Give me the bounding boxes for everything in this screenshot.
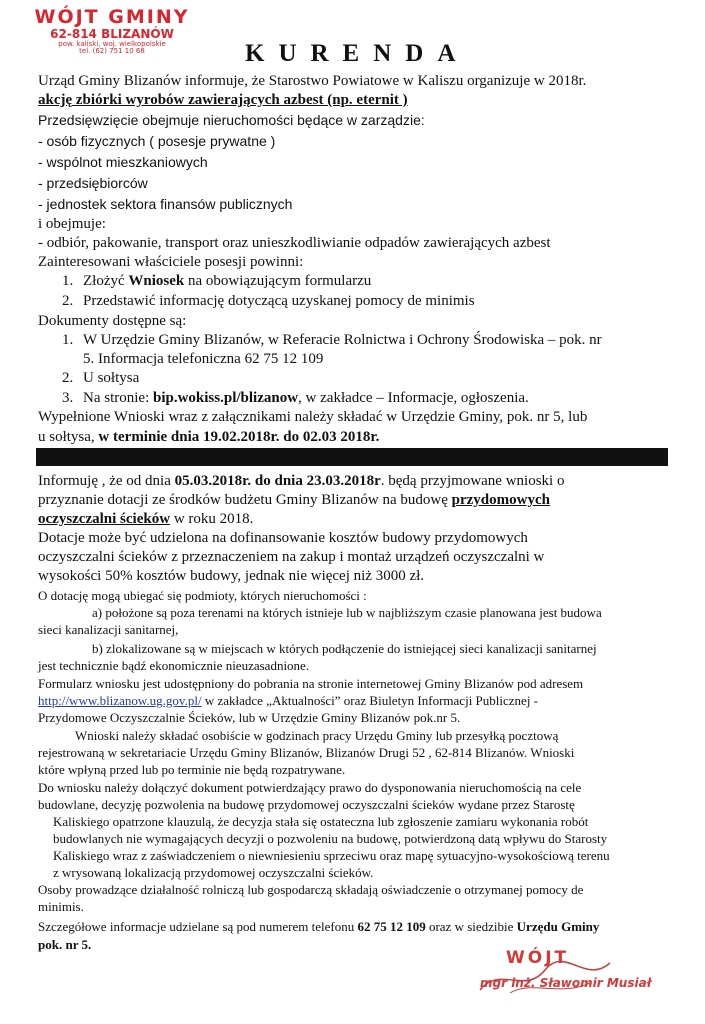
owner-item: - osób fizycznych ( posesje prywatne ) <box>38 133 276 149</box>
page-title: KURENDA <box>245 40 470 67</box>
rules-line: budowlanych nie wymagających decyzji o pozwoleniu na budowę, potwierdzoną datą wpływu do Starosty <box>53 831 608 846</box>
stamp-phone: tel. (62) 751 10 68 <box>79 46 145 55</box>
doc-item-2: U sołtysa <box>83 370 140 386</box>
deadline-line-2: u sołtysa, w terminie dnia 19.02.2018r. do 02.03 2018r. <box>38 429 380 445</box>
duty-number: 2. <box>62 293 74 309</box>
rules-line: Przydomowe Oczyszczalnie Ścieków, lub w Urzędzie Gminy Blizanów pok.nr 5. <box>38 710 461 725</box>
rules-line: budowlane, decyzję pozwolenia na budowę przydomowej oczyszczalni ścieków wydane przez Starostę <box>38 797 575 812</box>
intro-line-1: Urząd Gminy Blizanów informuje, że Starostwo Powiatowe w Kaliszu organizuje w 2018r. <box>38 73 587 89</box>
website-link[interactable]: http://www.blizanow.ug.gov.pl/ <box>38 693 202 708</box>
rules-line: rejestrowaną w sekretariacie Urzędu Gminy Blizanów, Blizanów Drugi 52 , 62-814 Blizanów. Wnioski <box>38 745 575 760</box>
doc-number: 3. <box>62 390 74 406</box>
stamp-postal: 62-814 BLIZANÓW <box>50 26 174 41</box>
owner-item: - wspólnot mieszkaniowych <box>38 154 208 170</box>
doc-number: 2. <box>62 370 74 386</box>
grant-line-6: wysokości 50% kosztów budowy, jednak nie więcej niż 3000 zł. <box>38 568 425 584</box>
signature-role: WÓJT <box>506 948 570 968</box>
rules-line: a) położone są poza terenami na których istnieje lub w najbliższym czasie planowana jest budowa <box>92 605 602 620</box>
rules-line: z wrysowaną lokalizacją przydomowej oczyszczalni ścieków. <box>53 865 374 880</box>
handwritten-signature <box>470 955 620 1000</box>
municipal-stamp <box>32 8 192 55</box>
deadline-line-1: Wypełnione Wnioski wraz z załącznikami należy składać w Urzędzie Gminy, pok. nr 5, lub <box>38 409 588 425</box>
duty-number: 1. <box>62 273 74 289</box>
duty-item-1: Złożyć Wniosek na obowiązującym formularzu <box>83 273 372 289</box>
rules-line: jest technicznie bądź ekonomicznie nieuzasadnione. <box>38 658 310 673</box>
grant-line-1: Informuję , że od dnia 05.03.2018r. do dnia 23.03.2018r. będą przyjmowane wnioski o <box>38 473 565 489</box>
rules-line: Do wniosku należy dołączyć dokument potwierdzający prawo do dysponowania nieruchomością na cele <box>38 780 582 795</box>
stamp-district: pow. kaliski, woj. wielkopolskie <box>58 39 166 48</box>
rules-line: pok. nr 5. <box>38 937 92 952</box>
rules-line: które wpłyną przed lub po terminie nie będą rozpatrywane. <box>38 762 346 777</box>
duty-item-2: Przedstawić informację dotyczącą uzyskanej pomocy de minimis <box>83 293 475 309</box>
duties-label: Zainteresowani właściciele posesji powinni: <box>38 254 304 270</box>
doc-item-1-cont: 5. Informacja telefoniczna 62 75 12 109 <box>83 351 324 367</box>
grant-line-3: oczyszczalni ścieków w roku 2018. <box>38 511 254 527</box>
docs-label: Dokumenty dostępne są: <box>38 313 187 329</box>
rules-line: Wnioski należy składać osobiście w godzinach pracy Urzędu Gminy lub przesyłką pocztową <box>75 728 559 743</box>
stamp-title: WÓJT GMINY <box>34 6 190 28</box>
doc-number: 1. <box>62 332 74 348</box>
grant-line-4: Dotacje może być udzielona na dofinansowanie kosztów budowy przydomowych <box>38 530 528 546</box>
owner-item: - jednostek sektora finansów publicznych <box>38 196 293 212</box>
rules-line: sieci kanalizacji sanitarnej, <box>38 622 179 637</box>
rules-line: Osoby prowadzące działalność rolniczą lub gospodarczą składają oświadczenie o otrzymanej pomocy de <box>38 882 584 897</box>
rules-line: O dotację mogą ubiegać się podmioty, których nieruchomości : <box>38 588 367 603</box>
doc-item-3: Na stronie: bip.wokiss.pl/blizanow, w zakładce – Informacje, ogłoszenia. <box>83 390 529 406</box>
rules-line: Formularz wniosku jest udostępniony do pobrania na stronie internetowej Gminy Blizanów pod adresem <box>38 676 584 691</box>
rules-line: Szczegółowe informacje udzielane są pod numerem telefonu 62 75 12 109 oraz w siedzibie Urzędu Gminy <box>38 919 600 934</box>
signature-name: mgr inż. Sławomir Musiał <box>480 976 652 990</box>
rules-line: b) zlokalizowane są w miejscach w których podłączenie do istniejącej sieci kanalizacji sanitarnej <box>92 641 597 656</box>
rules-line: Kaliskiego opatrzone klauzulą, że decyzja stała się ostateczna lub zgłoszenie zamiaru wykonania robót <box>53 814 589 829</box>
includes-item: - odbiór, pakowanie, transport oraz unieszkodliwianie odpadów zawierających azbest <box>38 235 551 251</box>
grant-line-5: oczyszczalni ścieków z przeznaczeniem na zakup i montaż urządzeń oczyszczalni w <box>38 549 545 565</box>
rules-line: Kaliskiego wraz z zaświadczeniem o niewniesieniu sprzeciwu oraz mapę sytuacyjno-wysokościową terenu <box>53 848 610 863</box>
rules-line: minimis. <box>38 899 84 914</box>
grant-line-2: przyznanie dotacji ze środków budżetu Gminy Blizanów na budowę przydomowych <box>38 492 550 508</box>
intro-line-2: akcję zbiórki wyrobów zawierających azbest (np. eternit ) <box>38 92 408 108</box>
intro-line-3: Przedsięwzięcie obejmuje nieruchomości będące w zarządzie: <box>38 112 425 128</box>
rules-line: http://www.blizanow.ug.gov.pl/ w zakładce „Aktualności” oraz Biuletyn Informacji Publicznej - <box>38 693 539 708</box>
owner-item: - przedsiębiorców <box>38 175 148 191</box>
includes-label: i obejmuje: <box>38 216 106 232</box>
doc-item-1: W Urzędzie Gminy Blizanów, w Referacie Rolnictwa i Ochrony Środowiska – pok. nr <box>83 332 602 348</box>
redaction-bar <box>36 448 668 466</box>
